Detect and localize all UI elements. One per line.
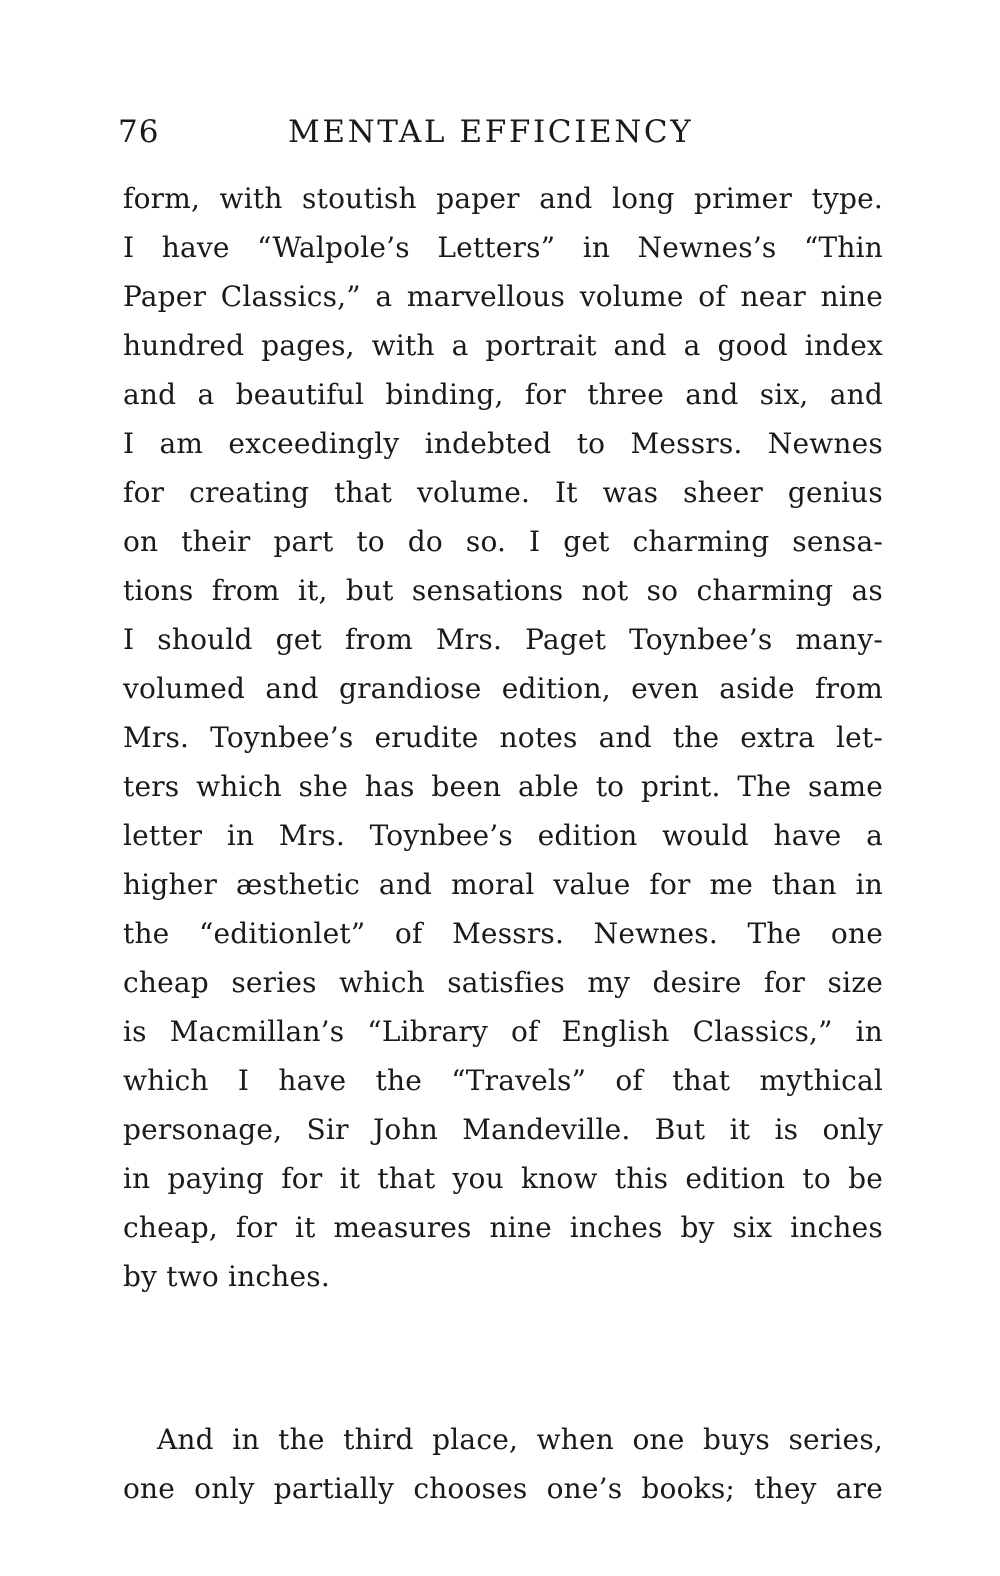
text-line: form, with stoutish paper and long primer type.	[123, 182, 883, 215]
text-line: ters which she has been able to print. The same	[123, 770, 883, 803]
text-line: for creating that volume. It was sheer genius	[123, 476, 883, 509]
page-number: 76	[118, 114, 160, 150]
text-line: volumed and grandiose edition, even aside from	[123, 672, 883, 705]
text-line: hundred pages, with a portrait and a good index	[123, 329, 883, 362]
text-line: in paying for it that you know this edition to be	[123, 1162, 883, 1195]
text-line: Mrs. Toynbee’s erudite notes and the extra let-	[123, 721, 883, 754]
text-line: letter in Mrs. Toynbee’s edition would have a	[123, 819, 883, 852]
paragraph-gap	[123, 1301, 883, 1415]
text-line: by two inches.	[123, 1260, 330, 1293]
text-line: is Macmillan’s “Library of English Classics,” in	[123, 1015, 883, 1048]
text-line: higher æsthetic and moral value for me than in	[123, 868, 883, 901]
body-text	[123, 174, 883, 1513]
text-line: the “editionlet” of Messrs. Newnes. The one	[123, 917, 883, 950]
text-line: And in the third place, when one buys series,	[157, 1423, 883, 1456]
text-line: personage, Sir John Mandeville. But it is only	[123, 1113, 883, 1146]
text-line: on their part to do so. I get charming sensa-	[123, 525, 883, 558]
text-line: tions from it, but sensations not so charming as	[123, 574, 883, 607]
running-head: MENTAL EFFICIENCY	[288, 114, 694, 150]
text-line: and a beautiful binding, for three and six, and	[123, 378, 883, 411]
text-line: cheap series which satisfies my desire for size	[123, 966, 883, 999]
paragraph-1	[123, 174, 883, 1301]
text-line: I have “Walpole’s Letters” in Newnes’s “Thin	[123, 231, 883, 264]
page-header	[118, 108, 878, 164]
text-line: one only partially chooses one’s books; they are	[123, 1472, 883, 1505]
paragraph-2	[123, 1415, 883, 1513]
text-line: I should get from Mrs. Paget Toynbee’s many-	[123, 623, 883, 656]
text-line: cheap, for it measures nine inches by six inches	[123, 1211, 883, 1244]
text-line: Paper Classics,” a marvellous volume of near nine	[123, 280, 883, 313]
text-line: I am exceedingly indebted to Messrs. Newnes	[123, 427, 883, 460]
text-line: which I have the “Travels” of that mythical	[123, 1064, 883, 1097]
